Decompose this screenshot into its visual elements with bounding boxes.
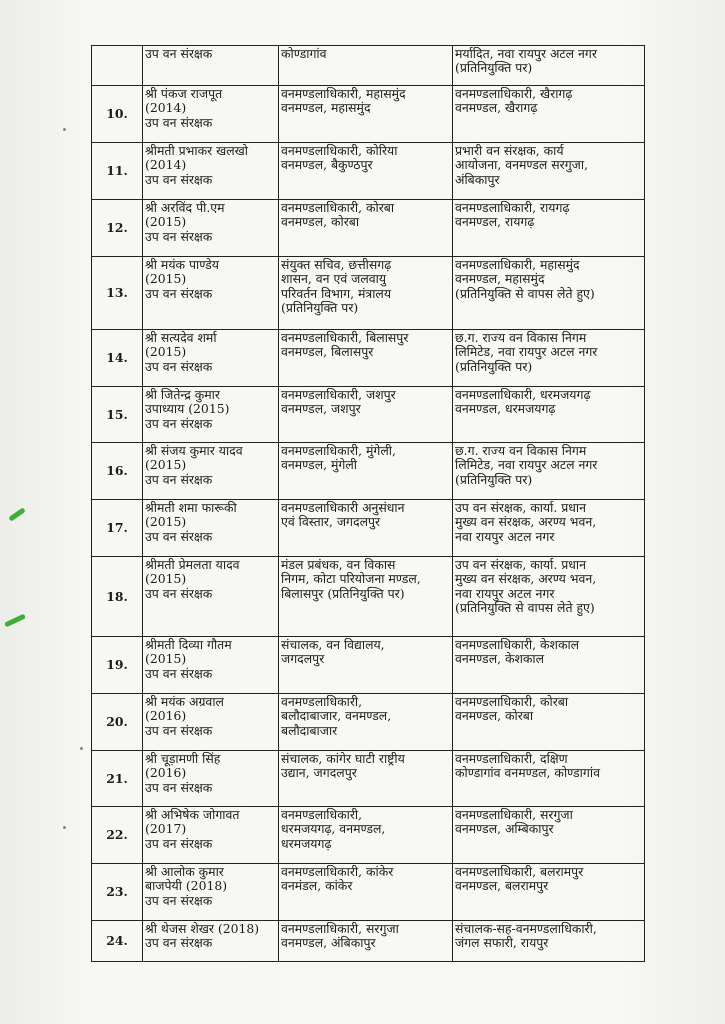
new-posting-cell: वनमण्डलाधिकारी, महासमुंद वनमण्डल, महासमुंद (प्रतिनियुक्ति से वापस लेते हुए) xyxy=(453,257,645,330)
scan-speck xyxy=(63,128,66,131)
table-row xyxy=(92,257,645,330)
new-posting-cell: वनमण्डलाधिकारी, दक्षिण कोण्डागांव वनमण्डल, कोण्डागांव xyxy=(453,751,645,807)
serial-number-cell: 14. xyxy=(92,330,143,387)
serial-number-cell: 15. xyxy=(92,387,143,443)
current-posting-cell: वनमण्डलाधिकारी, कोरिया वनमण्डल, बैकुण्ठपुर xyxy=(279,143,453,200)
new-posting-cell: वनमण्डलाधिकारी, बलरामपुर वनमण्डल, बलरामपुर xyxy=(453,864,645,921)
current-posting-cell: वनमण्डलाधिकारी, मुंगेली, वनमण्डल, मुंगेली xyxy=(279,443,453,500)
table-row xyxy=(92,86,645,143)
serial-number-cell: 18. xyxy=(92,557,143,637)
serial-number-cell: 11. xyxy=(92,143,143,200)
officer-name-cell: श्री संजय कुमार यादव (2015) उप वन संरक्षक xyxy=(143,443,279,500)
new-posting-cell: छ.ग. राज्य वन विकास निगम लिमिटेड, नवा रायपुर अटल नगर (प्रतिनियुक्ति पर) xyxy=(453,443,645,500)
new-posting-cell: वनमण्डलाधिकारी, केशकाल वनमण्डल, केशकाल xyxy=(453,637,645,694)
officer-name-cell: श्री अभिषेक जोगावत (2017) उप वन संरक्षक xyxy=(143,807,279,864)
officer-name-cell: श्री मयंक अग्रवाल (2016) उप वन संरक्षक xyxy=(143,694,279,751)
table-row xyxy=(92,46,645,86)
current-posting-cell: कोण्डागांव xyxy=(279,46,453,86)
transfer-order-table xyxy=(91,45,645,962)
new-posting-cell: वनमण्डलाधिकारी, कोरबा वनमण्डल, कोरबा xyxy=(453,694,645,751)
scan-speck xyxy=(80,747,83,750)
serial-number-cell: 12. xyxy=(92,200,143,257)
serial-number-cell: 10. xyxy=(92,86,143,143)
officer-name-cell: श्री अरविंद पी.एम (2015) उप वन संरक्षक xyxy=(143,200,279,257)
table-body xyxy=(92,46,645,962)
table-row xyxy=(92,751,645,807)
serial-number-cell: 21. xyxy=(92,751,143,807)
current-posting-cell: वनमण्डलाधिकारी, धरमजयगढ़, वनमण्डल, धरमजयगढ़ xyxy=(279,807,453,864)
table-row xyxy=(92,694,645,751)
current-posting-cell: संचालक, वन विद्यालय, जगदलपुर xyxy=(279,637,453,694)
officer-name-cell: श्री जितेन्द्र कुमार उपाध्याय (2015) उप वन संरक्षक xyxy=(143,387,279,443)
new-posting-cell: उप वन संरक्षक, कार्या. प्रधान मुख्य वन संरक्षक, अरण्य भवन, नवा रायपुर अटल नगर (प्रतिनियुक्ति से वापस लेते हुए) xyxy=(453,557,645,637)
serial-number-cell: 23. xyxy=(92,864,143,921)
table-row xyxy=(92,387,645,443)
officer-name-cell: श्रीमती दिव्या गौतम (2015) उप वन संरक्षक xyxy=(143,637,279,694)
new-posting-cell: छ.ग. राज्य वन विकास निगम लिमिटेड, नवा रायपुर अटल नगर (प्रतिनियुक्ति पर) xyxy=(453,330,645,387)
current-posting-cell: मंडल प्रबंधक, वन विकास निगम, कोटा परियोजना मण्डल, बिलासपुर (प्रतिनियुक्ति पर) xyxy=(279,557,453,637)
table-row xyxy=(92,330,645,387)
table-row xyxy=(92,557,645,637)
officer-name-cell: श्रीमती शमा फारूकी (2015) उप वन संरक्षक xyxy=(143,500,279,557)
serial-number-cell: 19. xyxy=(92,637,143,694)
table-row xyxy=(92,921,645,962)
officer-name-cell: श्री सत्यदेव शर्मा (2015) उप वन संरक्षक xyxy=(143,330,279,387)
table-row xyxy=(92,500,645,557)
current-posting-cell: वनमण्डलाधिकारी, बिलासपुर वनमण्डल, बिलासपुर xyxy=(279,330,453,387)
current-posting-cell: वनमण्डलाधिकारी, कांकेर वनमंडल, कांकेर xyxy=(279,864,453,921)
table-row xyxy=(92,443,645,500)
current-posting-cell: वनमण्डलाधिकारी, कोरबा वनमण्डल, कोरबा xyxy=(279,200,453,257)
new-posting-cell: उप वन संरक्षक, कार्या. प्रधान मुख्य वन संरक्षक, अरण्य भवन, नवा रायपुर अटल नगर xyxy=(453,500,645,557)
officer-name-cell: श्री मयंक पाण्डेय (2015) उप वन संरक्षक xyxy=(143,257,279,330)
table-row xyxy=(92,143,645,200)
officer-name-cell: श्री पंकज राजपूत (2014) उप वन संरक्षक xyxy=(143,86,279,143)
new-posting-cell: वनमण्डलाधिकारी, खैरागढ़ वनमण्डल, खैरागढ़ xyxy=(453,86,645,143)
table-row xyxy=(92,807,645,864)
serial-number-cell: 16. xyxy=(92,443,143,500)
new-posting-cell: मर्यादित, नवा रायपुर अटल नगर (प्रतिनियुक्ति पर) xyxy=(453,46,645,86)
serial-number-cell: 13. xyxy=(92,257,143,330)
serial-number-cell: 20. xyxy=(92,694,143,751)
officer-name-cell: श्रीमती प्रभाकर खलखो (2014) उप वन संरक्षक xyxy=(143,143,279,200)
current-posting-cell: वनमण्डलाधिकारी, बलौदाबाजार, वनमण्डल, बलौदाबाजार xyxy=(279,694,453,751)
serial-number-cell: 22. xyxy=(92,807,143,864)
officer-name-cell: श्री थेजस शेखर (2018) उप वन संरक्षक xyxy=(143,921,279,962)
officer-name-cell: उप वन संरक्षक xyxy=(143,46,279,86)
scan-speck xyxy=(63,826,66,829)
current-posting-cell: वनमण्डलाधिकारी, सरगुजा वनमण्डल, अंबिकापुर xyxy=(279,921,453,962)
table-row xyxy=(92,200,645,257)
current-posting-cell: संचालक, कांगेर घाटी राष्ट्रीय उद्यान, जगदलपुर xyxy=(279,751,453,807)
current-posting-cell: वनमण्डलाधिकारी, महासमुंद वनमण्डल, महासमुंद xyxy=(279,86,453,143)
serial-number-cell xyxy=(92,46,143,86)
current-posting-cell: संयुक्त सचिव, छत्तीसगढ़ शासन, वन एवं जलवायु परिवर्तन विभाग, मंत्रालय (प्रतिनियुक्ति पर) xyxy=(279,257,453,330)
current-posting-cell: वनमण्डलाधिकारी, जशपुर वनमण्डल, जशपुर xyxy=(279,387,453,443)
new-posting-cell: वनमण्डलाधिकारी, धरमजयगढ़ वनमण्डल, धरमजयगढ़ xyxy=(453,387,645,443)
new-posting-cell: वनमण्डलाधिकारी, रायगढ़ वनमण्डल, रायगढ़ xyxy=(453,200,645,257)
officer-name-cell: श्रीमती प्रेमलता यादव (2015) उप वन संरक्षक xyxy=(143,557,279,637)
officer-name-cell: श्री आलोक कुमार बाजपेयी (2018) उप वन संरक्षक xyxy=(143,864,279,921)
new-posting-cell: संचालक-सह-वनमण्डलाधिकारी, जंगल सफारी, रायपुर xyxy=(453,921,645,962)
officer-name-cell: श्री चूड़ामणी सिंह (2016) उप वन संरक्षक xyxy=(143,751,279,807)
new-posting-cell: प्रभारी वन संरक्षक, कार्य आयोजना, वनमण्डल सरगुजा, अंबिकापुर xyxy=(453,143,645,200)
current-posting-cell: वनमण्डलाधिकारी अनुसंधान एवं विस्तार, जगदलपुर xyxy=(279,500,453,557)
serial-number-cell: 24. xyxy=(92,921,143,962)
serial-number-cell: 17. xyxy=(92,500,143,557)
table-row xyxy=(92,864,645,921)
table-row xyxy=(92,637,645,694)
new-posting-cell: वनमण्डलाधिकारी, सरगुजा वनमण्डल, अम्बिकापुर xyxy=(453,807,645,864)
